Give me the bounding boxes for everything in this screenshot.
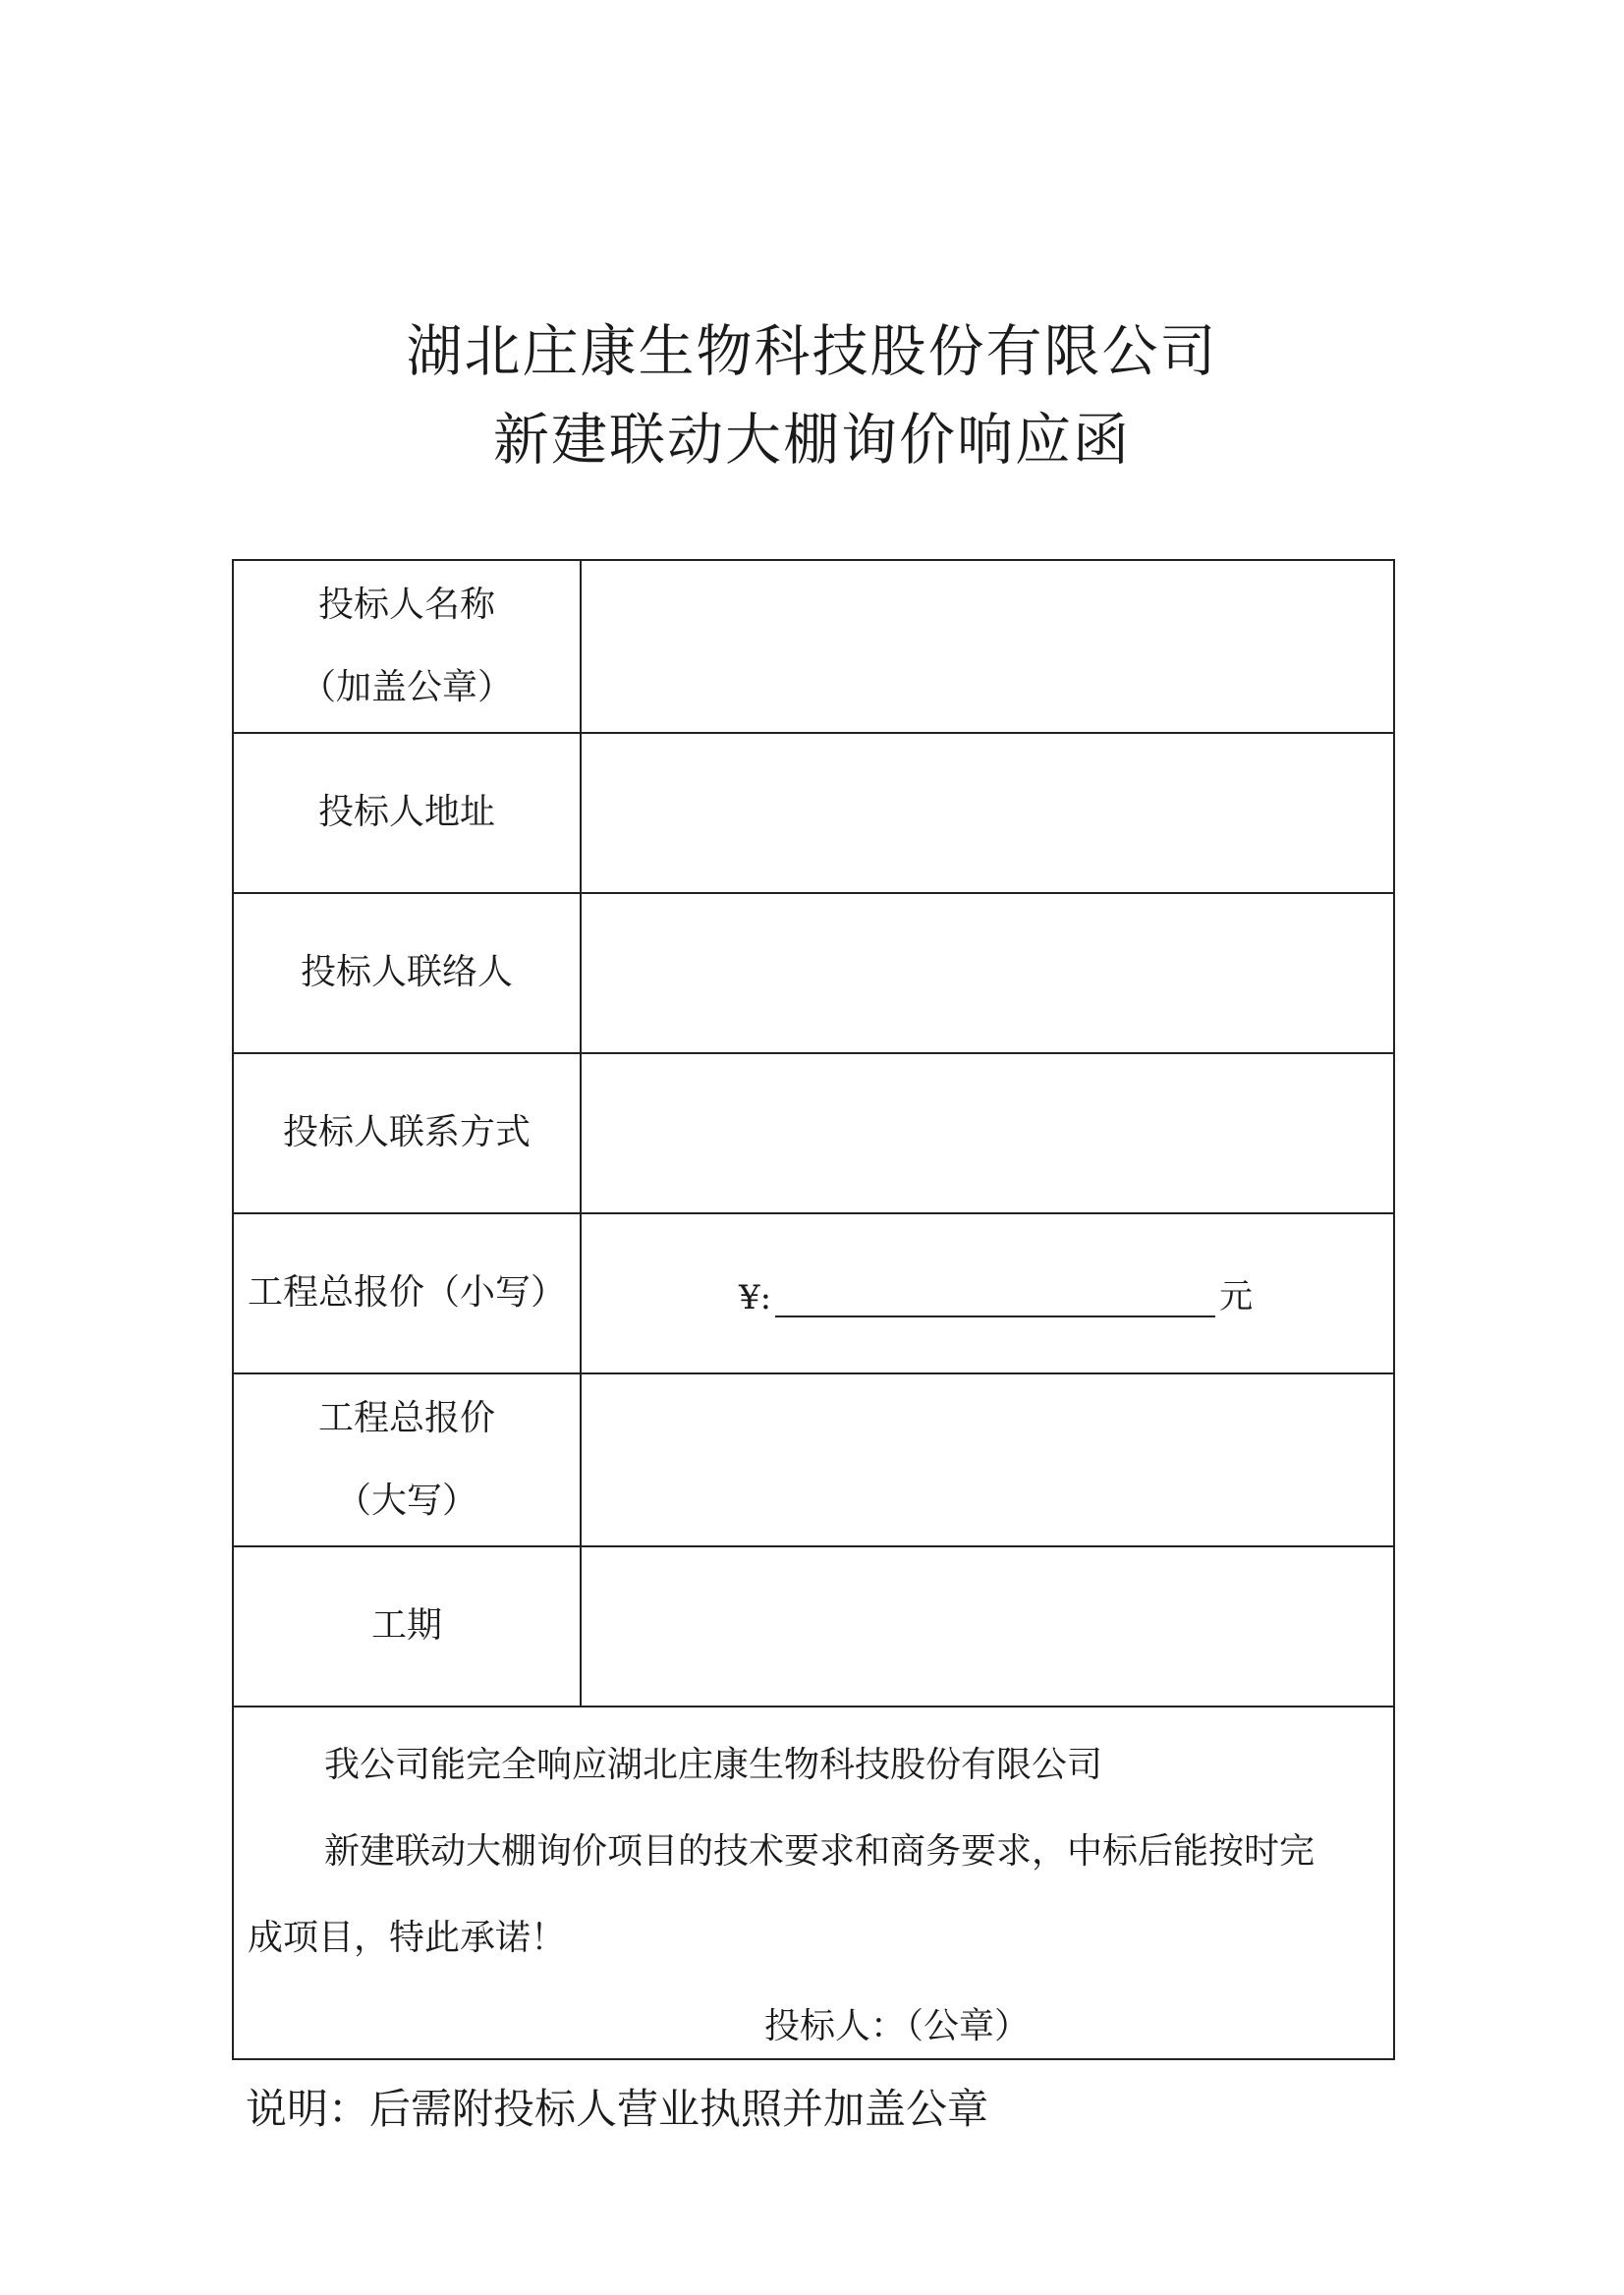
commitment-line-2: 新建联动大棚询价项目的技术要求和商务要求，中标后能按时完 xyxy=(324,1831,1316,1872)
currency-unit: 元 xyxy=(1219,1277,1254,1316)
price-lower-blank[interactable] xyxy=(775,1276,1215,1317)
document-subtitle: 新建联动大棚询价响应函 xyxy=(493,408,1131,473)
period-value[interactable] xyxy=(581,1546,1394,1707)
bidder-name-label: 投标人名称 （加盖公章） xyxy=(233,560,581,733)
bidder-phone-label: 投标人联系方式 xyxy=(233,1053,581,1213)
row-bidder-name xyxy=(233,560,1394,733)
response-form-table xyxy=(232,559,1395,2060)
price-lower-field xyxy=(582,1269,1393,1317)
bidder-contact-value[interactable] xyxy=(581,893,1394,1053)
price-lower-value xyxy=(581,1213,1394,1373)
price-upper-value[interactable] xyxy=(581,1373,1394,1546)
bidder-contact-label: 投标人联络人 xyxy=(233,893,581,1053)
row-period xyxy=(233,1546,1394,1707)
bidder-address-label: 投标人地址 xyxy=(233,733,581,893)
commitment-signature: 投标人：（公章） xyxy=(764,2006,1031,2046)
commitment-line-3: 成项目，特此承诺！ xyxy=(248,1918,567,1958)
bidder-phone-value[interactable] xyxy=(581,1053,1394,1213)
footnote: 说明：后需附投标人营业执照并加盖公章 xyxy=(246,2085,989,2133)
document-title: 湖北庄康生物科技股份有限公司 xyxy=(406,319,1218,384)
row-price-upper xyxy=(233,1373,1394,1546)
row-bidder-contact xyxy=(233,893,1394,1053)
row-bidder-phone xyxy=(233,1053,1394,1213)
bidder-name-value[interactable] xyxy=(581,560,1394,733)
commitment-line-1: 我公司能完全响应湖北庄康生物科技股份有限公司 xyxy=(324,1745,1103,1785)
bidder-address-value[interactable] xyxy=(581,733,1394,893)
currency-prefix: ¥: xyxy=(739,1278,772,1317)
commitment-cell xyxy=(233,1707,1394,2059)
period-label: 工期 xyxy=(233,1546,581,1707)
price-lower-label: 工程总报价（小写） xyxy=(233,1213,581,1373)
row-price-lower xyxy=(233,1213,1394,1373)
price-upper-label: 工程总报价 （大写） xyxy=(233,1373,581,1546)
row-commitment xyxy=(233,1707,1394,2059)
row-bidder-address xyxy=(233,733,1394,893)
